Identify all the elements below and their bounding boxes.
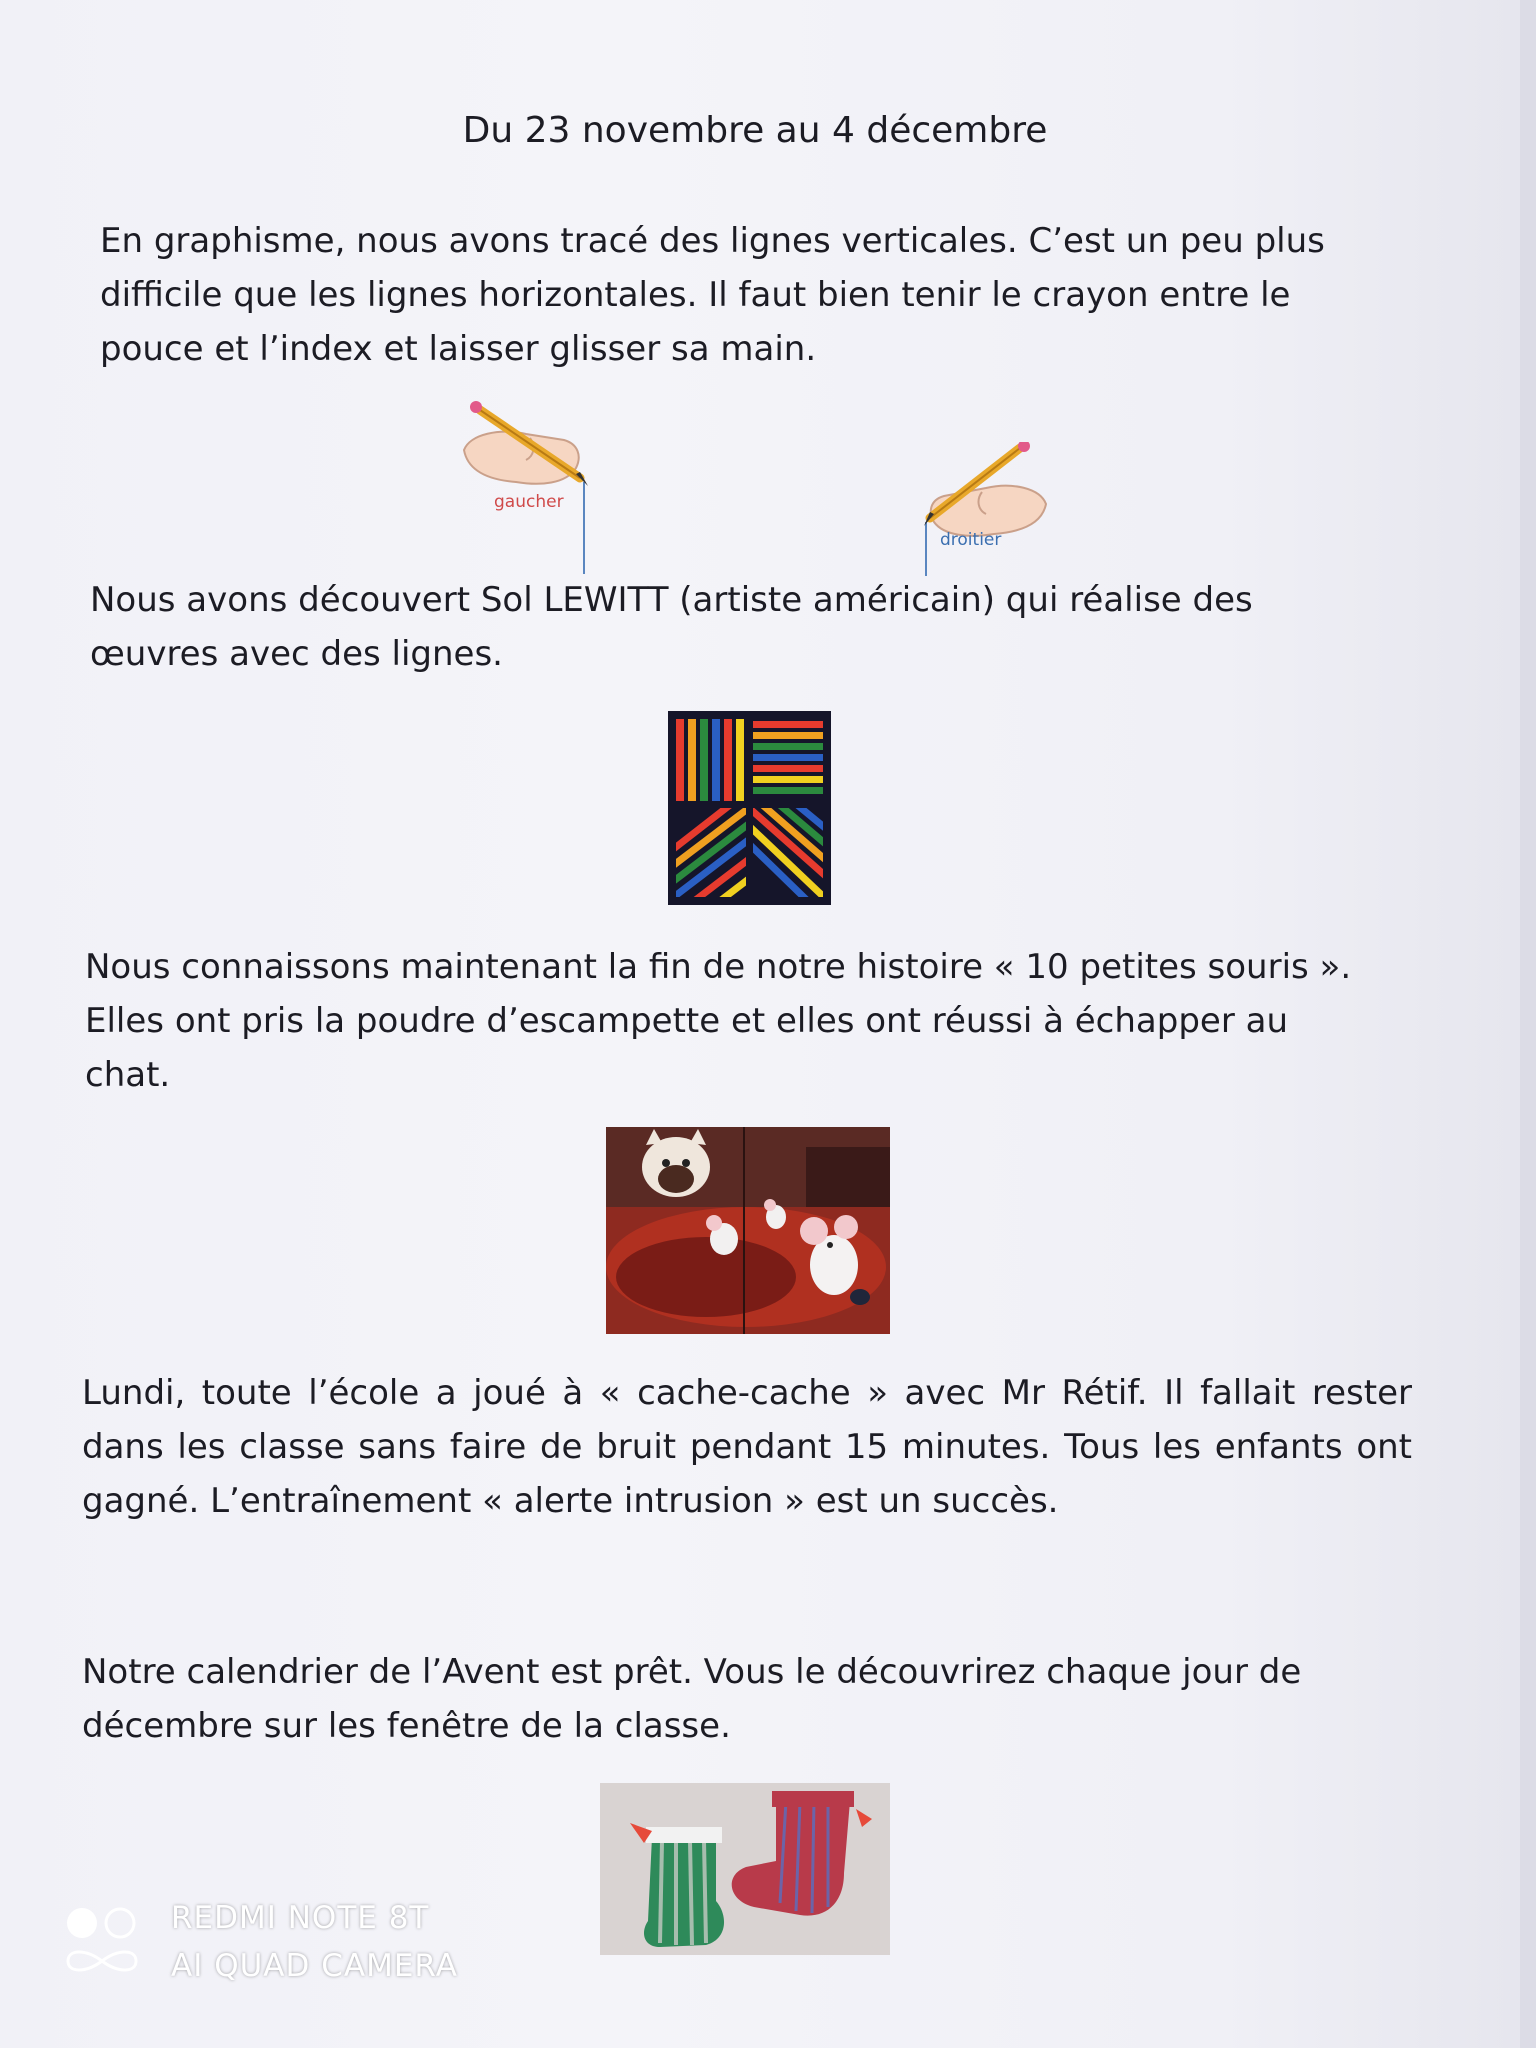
sol-lewitt-artwork-image [668, 711, 831, 905]
right-hand-pencil-icon [920, 442, 1050, 578]
droitier-label: droitier [940, 530, 1002, 550]
paper-edge-shadow [1520, 0, 1536, 2048]
paragraph-calendrier: Notre calendrier de l’Avent est prêt. Vous le découvrirez chaque jour de décembre sur les fenêtre de la classe. [82, 1652, 1302, 1746]
paragraph-sol-lewitt: Nous avons découvert Sol LEWITT (artiste américain) qui réalise des œuvres avec des lignes. [90, 580, 1253, 674]
watermark-device-name: REDMI NOTE 8T [171, 1900, 430, 1936]
ten-little-mice-book-image [606, 1127, 890, 1334]
page-title: Du 23 novembre au 4 décembre [462, 110, 1048, 151]
gaucher-label: gaucher [494, 492, 564, 512]
paragraph-histoire: Nous connaissons maintenant la fin de notre histoire « 10 petites souris ». Elles ont pris la poudre d’escampette et elles ont réussi à échapper au chat. [85, 947, 1352, 1095]
paragraph-graphisme: En graphisme, nous avons tracé des lignes verticales. C’est un peu plus difficile que les lignes horizontales. Il faut bien tenir le crayon entre le pouce et l’index et laisser glisser sa main. [100, 221, 1325, 369]
advent-calendar-stockings-image [600, 1783, 890, 1955]
paragraph-cache-cache: Lundi, toute l’école a joué à « cache-cache » avec Mr Rétif. Il fallait rester dans les classe sans faire de bruit pendant 15 minutes. Tous les enfants ont gagné. L’entraînement « alerte intrusion » est un succès. [82, 1373, 1412, 1521]
watermark-camera-name: AI QUAD CAMERA [171, 1948, 458, 1984]
camera-logo-icon [64, 1905, 140, 1981]
left-hand-pencil-icon [460, 398, 590, 578]
